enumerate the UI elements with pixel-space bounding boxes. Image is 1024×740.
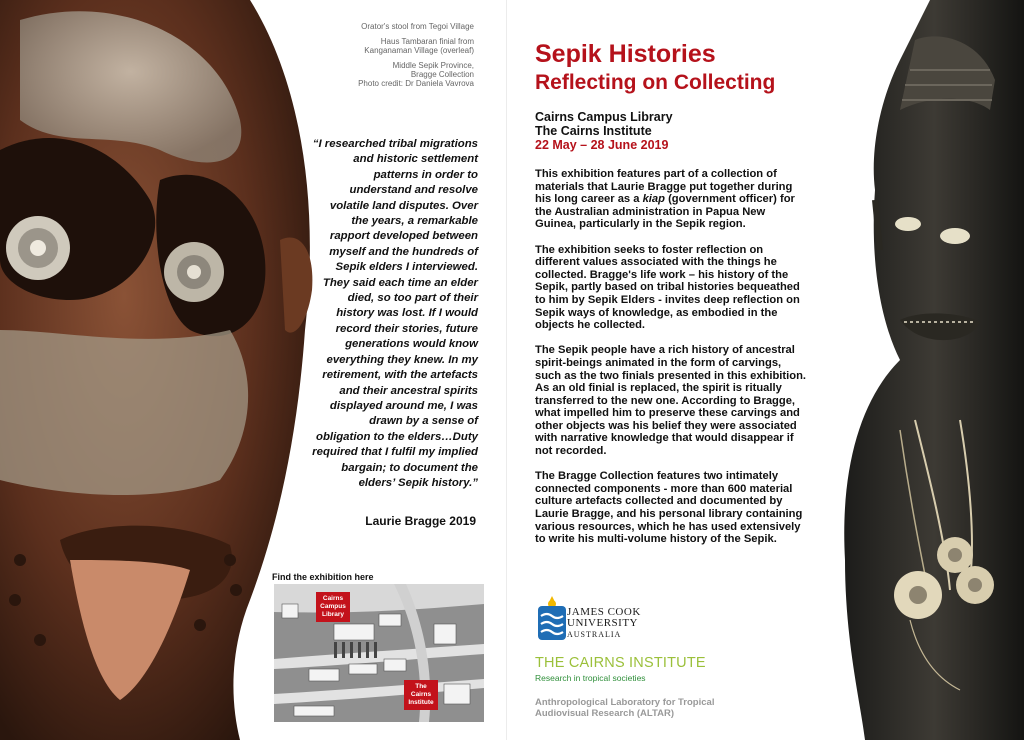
jcu-wordmark xyxy=(567,607,641,640)
page-fold-divider xyxy=(506,0,507,740)
map-heading: Find the exhibition here xyxy=(272,572,374,582)
kiap-term: kiap xyxy=(642,193,665,206)
paragraph-2: The exhibition seeks to foster reflection on different values associated with the things he collected. Bragge's life work – his history of the Sepik, partly based on tribal histories bequeathed to him by Sepik Elders - invites deep reflection on Sepik ways of knowledge, as embodied in the objects he collected. xyxy=(535,243,800,332)
page-title: Sepik Histories xyxy=(535,40,716,68)
credit-province: Middle Sepik Province, xyxy=(392,61,474,70)
paragraph-1-end: (government officer) for the Australian administration in Papua New Guinea, particularly in the Sepik region. xyxy=(535,193,795,231)
credit-caption-finial-2: Kanganaman Village (overleaf) xyxy=(364,46,474,55)
altar-line-1: Anthropological Laboratory for Tropical xyxy=(535,697,715,708)
credit-collection: Bragge Collection xyxy=(410,70,474,79)
jcu-line-1: JAMES COOK xyxy=(567,606,641,618)
venue-institute: The Cairns Institute xyxy=(535,124,652,138)
quote-author: Laurie Bragge 2019 xyxy=(365,514,476,528)
credit-caption-stool: Orator's stool from Tegoi Village xyxy=(361,22,474,31)
exhibition-dates: 22 May – 28 June 2019 xyxy=(535,138,669,152)
map-marker-institute: The Cairns Institute xyxy=(404,680,438,710)
credit-caption-finial-1: Haus Tambaran finial from xyxy=(380,37,474,46)
jcu-line-3: AUSTRALIA xyxy=(567,630,622,639)
jcu-line-2: UNIVERSITY xyxy=(567,617,638,629)
cairns-institute-tagline: Research in tropical societies xyxy=(535,673,646,683)
bragge-quote: “I researched tribal migrations and historic settlement patterns in order to understand and resolve volatile land disputes. Over the years, a remarkable rapport developed between myself and the hundreds of Sepik elders I interviewed. They said each time an elder died, so too part of their history was lost. If I would record their stories, future generations would know everything they knew. In my retirement, with the artefacts and their ancestral spirits displayed around me, I was drawn by a sense of obligation to the elders…Duty required that I fulfil my implied bargain; to document the elders’ Sepik history.” xyxy=(312,138,478,489)
paragraph-3: The Sepik people have a rich history of ancestral spirit-beings animated in the form of carvings, such as the two finials presented in this exhibition. As an old finial is replaced, the spirit is ritually transferred to the new one. According to Bragge, what impelled him to preserve these carvings and other objects was his belief they were associated with narrative knowledge that would disappear if not recorded. xyxy=(535,344,807,458)
photo-credits xyxy=(330,22,474,94)
venue-block xyxy=(535,110,673,138)
paragraph-1 xyxy=(535,168,807,231)
cairns-institute-logo: THE CAIRNS INSTITUTE xyxy=(535,655,706,671)
body-text xyxy=(535,168,807,558)
venue-library: Cairns Campus Library xyxy=(535,110,673,124)
page-subtitle: Reflecting on Collecting xyxy=(535,71,776,94)
credit-photographer: Photo credit: Dr Daniela Vavrova xyxy=(358,79,474,88)
map-marker-library: Cairns Campus Library xyxy=(316,592,350,622)
paragraph-4: The Bragge Collection features two intimately connected components - more than 600 material culture artefacts collected and documented by Laurie Bragge, and his personal library containing various resources, which he has used extensively to write his multi-volume history of the Sepik. xyxy=(535,470,803,546)
paragraph-1-start: This exhibition features part of a collection of materials that Laurie Bragge put together during his long career as a xyxy=(535,168,793,206)
altar-credit xyxy=(535,697,714,719)
altar-line-2: Audiovisual Research (ALTAR) xyxy=(535,708,675,719)
finial-figure-image xyxy=(820,0,1024,740)
campus-map-image xyxy=(274,584,484,722)
